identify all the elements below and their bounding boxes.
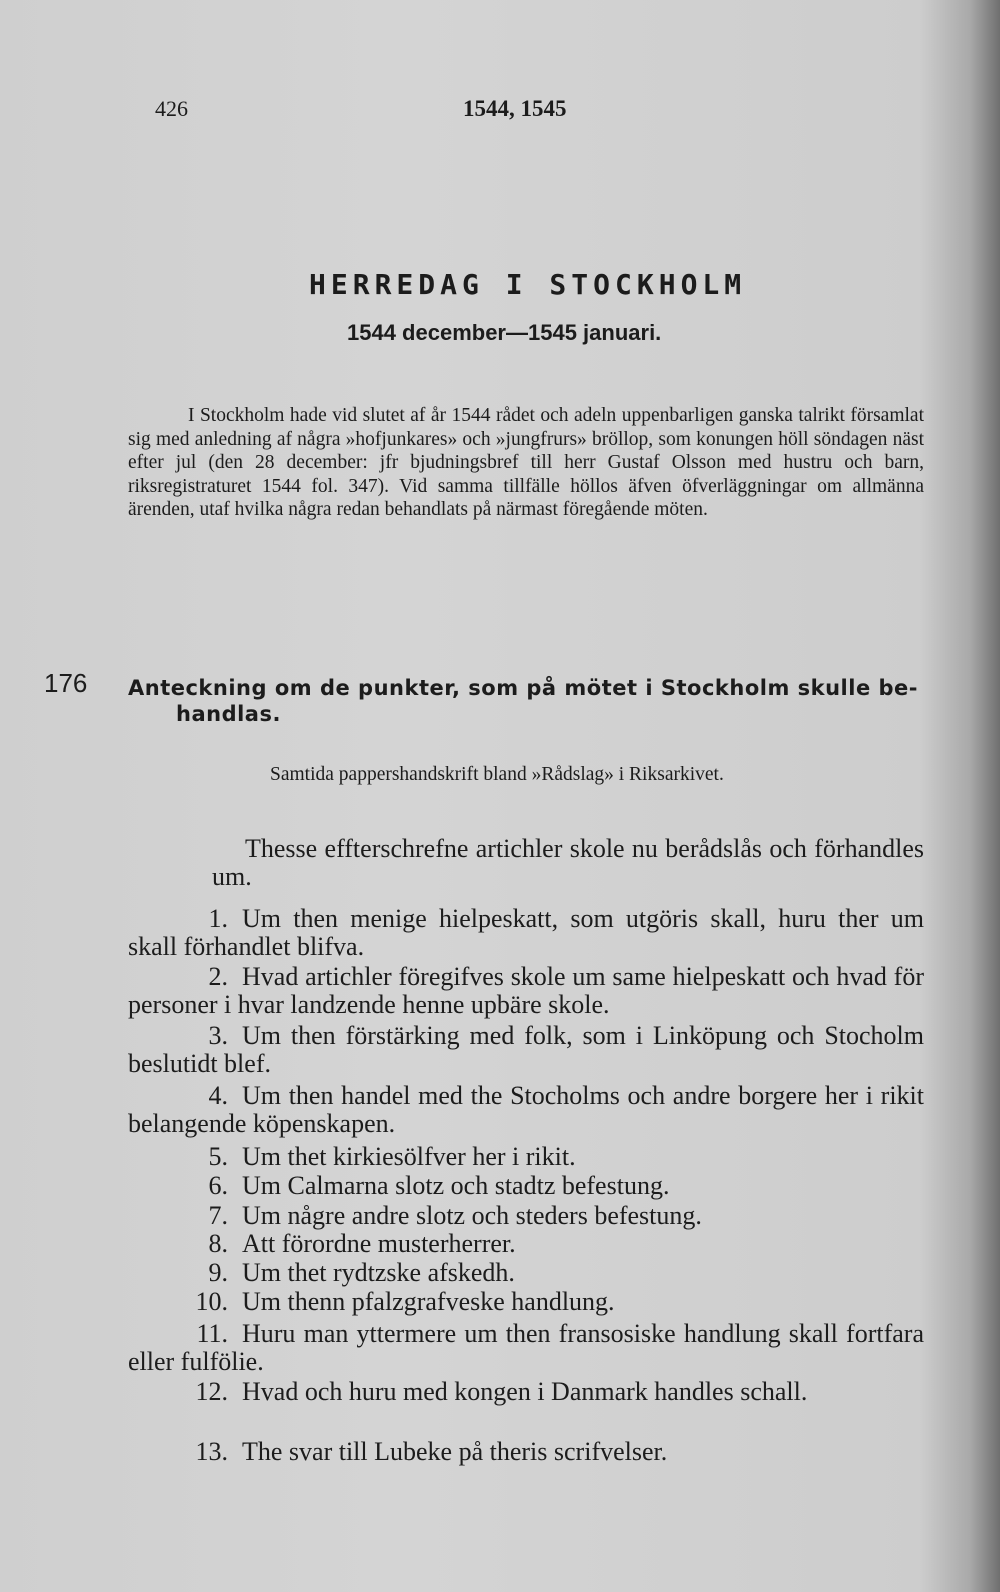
item-number: 1.: [208, 904, 228, 933]
preamble-paragraph: Thesse effterschrefne artichler skole nu berådslås och förhandles um.: [212, 834, 924, 891]
item-number: 7.: [208, 1201, 228, 1230]
item-text: The svar till Lubeke på theris scrifvelser.: [242, 1437, 668, 1466]
item-number: 4.: [208, 1081, 228, 1110]
item-text: Um någre andre slotz och steders befestung.: [242, 1201, 702, 1230]
list-item: [128, 1259, 924, 1287]
list-item: [128, 1288, 924, 1316]
list-item: [128, 1082, 924, 1138]
item-text: Hvad artichler föregifves skole um same hielpeskatt och hvad för personer i hvar landzende henne upbäre skole.: [128, 962, 924, 1019]
section-title: HERREDAG I STOCKHOLM: [309, 268, 747, 301]
list-item: [128, 905, 924, 961]
item-number: 8.: [208, 1229, 228, 1258]
item-text: Att förordne musterherrer.: [242, 1229, 516, 1258]
item-text: Um thet rydtzske afskedh.: [242, 1258, 515, 1287]
list-item: [128, 1320, 924, 1376]
item-number: 10.: [195, 1287, 228, 1316]
item-number: 2.: [208, 962, 228, 991]
list-item: [128, 1438, 924, 1466]
item-text: Um thenn pfalzgrafveske handlung.: [242, 1287, 615, 1316]
item-text: Um Calmarna slotz och stadtz befestung.: [242, 1171, 670, 1200]
page-number: 426: [155, 96, 188, 121]
item-number: 9.: [208, 1258, 228, 1287]
document-title-line-2: handlas.: [176, 702, 281, 726]
list-item: [128, 1022, 924, 1078]
item-text: Um thet kirkiesölfver her i rikit.: [242, 1142, 576, 1171]
list-item: [128, 1230, 924, 1258]
document-source-note: Samtida pappershandskrift bland »Rådslag» i Riksarkivet.: [270, 764, 724, 785]
intro-paragraph: I Stockholm hade vid slutet af år 1544 rådet och adeln uppenbarligen ganska talrikt församlat sig med anledning af några »hofjunkares» och »jungfrurs» bröllop, som konungen höll söndagen näst efter jul (den 28 december: jfr bjudningsbref till herr Gustaf Olsson med hustru och barn, riksregistraturet 1544 fol. 347). Vid samma tillfälle höllos äfven öfverläggningar om allmänna ärenden, utaf hvilka några redan behandlats på närmast föregående möten.: [128, 405, 924, 520]
list-item: [128, 1202, 924, 1230]
section-dates: 1544 december—1545 januari.: [347, 320, 662, 345]
item-text: Um then menige hielpeskatt, som utgöris skall, huru ther um skall förhandlet blifva.: [128, 904, 924, 961]
item-text: Um then förstärking med folk, som i Linköpung och Stocholm beslutidt blef.: [128, 1021, 924, 1078]
item-number: 6.: [208, 1171, 228, 1200]
document-title: [128, 675, 928, 727]
list-item: [128, 963, 924, 1019]
item-number: 3.: [208, 1021, 228, 1050]
item-number: 13.: [195, 1437, 228, 1466]
item-number: 12.: [195, 1377, 228, 1406]
item-text: Um then handel med the Stocholms och andre borgere her i rikit belangende köpenskapen.: [128, 1081, 924, 1138]
item-text: Hvad och huru med kongen i Danmark handles schall.: [242, 1377, 808, 1406]
item-number: 11.: [196, 1319, 228, 1348]
document-title-line-1: Anteckning om de punkter, som på mötet i Stockholm skulle be-: [128, 676, 918, 700]
item-text: Huru man yttermere um then fransosiske handlung skall fortfara eller fulfölie.: [128, 1319, 924, 1376]
list-item: [128, 1378, 924, 1406]
document-number: 176: [44, 668, 88, 698]
item-number: 5.: [208, 1142, 228, 1171]
running-header-years: 1544, 1545: [463, 96, 567, 121]
list-item: [128, 1143, 924, 1171]
list-item: [128, 1172, 924, 1200]
